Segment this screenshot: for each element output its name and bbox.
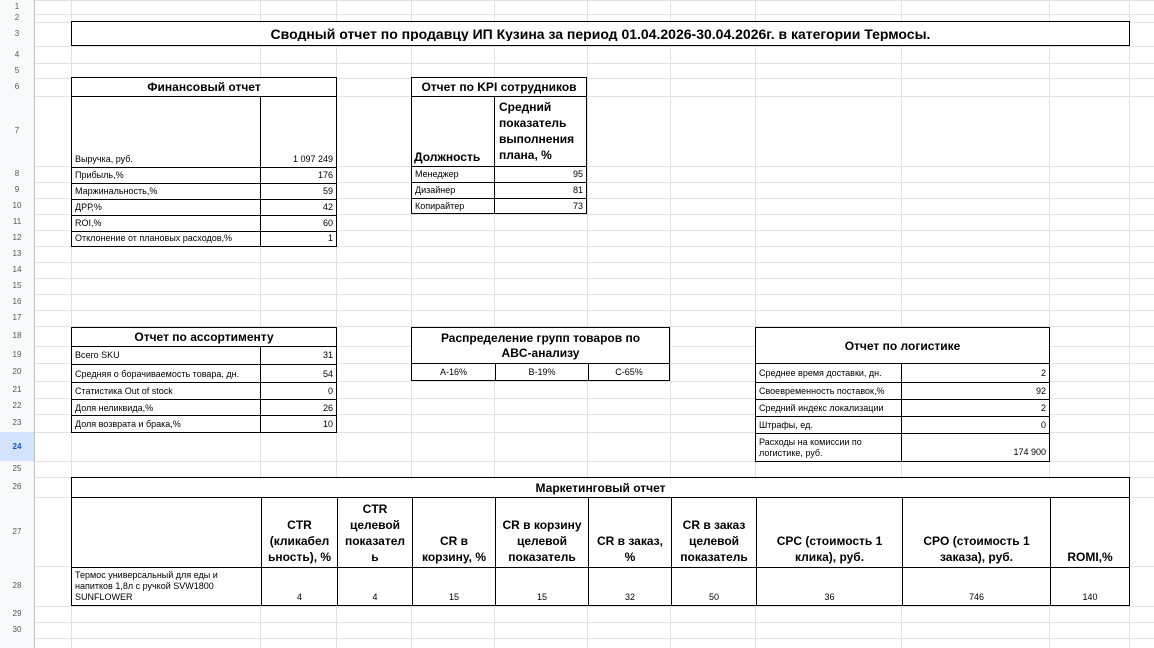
logistics-report-table	[755, 327, 1050, 462]
assortment-header[interactable]: Отчет по ассортименту	[72, 328, 336, 347]
financial-row-label[interactable]: Маржинальность,%	[72, 183, 260, 199]
financial-row-value[interactable]: 1	[260, 231, 336, 246]
marketing-col-value[interactable]: 4	[337, 567, 412, 605]
assortment-row-value[interactable]: 54	[260, 364, 336, 382]
logistics-row-label[interactable]: Средний индекс локализации	[756, 399, 901, 416]
assortment-row-label[interactable]: Статистика Out of stock	[72, 382, 260, 399]
row-number-18[interactable]: 18	[12, 331, 22, 340]
marketing-col-header[interactable]: CTR целевой показател ь	[337, 498, 412, 567]
assortment-row-label[interactable]: Всего SKU	[75, 350, 120, 360]
assortment-row-label[interactable]: Доля неликвида,%	[72, 399, 260, 415]
financial-row-value[interactable]: 42	[260, 199, 336, 215]
logistics-row-label[interactable]: Своевременность поставок,%	[756, 382, 901, 399]
row-number-29[interactable]: 29	[12, 609, 22, 618]
report-title[interactable]: Сводный отчет по продавцу ИП Кузина за период 01.04.2026-30.04.2026г. в категории Термосы.	[270, 27, 931, 41]
row-number-4[interactable]: 4	[14, 50, 20, 59]
marketing-col-value[interactable]: 32	[588, 567, 671, 605]
logistics-row-label[interactable]: Штрафы, ед.	[756, 416, 901, 433]
kpi-col-average[interactable]: Средний показатель выполнения плана, %	[494, 97, 586, 166]
financial-row-label[interactable]: Отклонение от плановых расходов,%	[72, 231, 260, 246]
assortment-row-value[interactable]: 0	[260, 382, 336, 399]
abc-header[interactable]: Распределение групп товаров по ABC-анализу	[412, 328, 669, 364]
row-number-21[interactable]: 21	[12, 385, 22, 394]
assortment-row-value[interactable]: 10	[260, 415, 336, 432]
marketing-col-value[interactable]: 140	[1050, 567, 1129, 605]
row-number-26[interactable]: 26	[12, 482, 22, 491]
row-number-16[interactable]: 16	[12, 297, 22, 306]
assortment-row-value[interactable]: 31	[260, 347, 336, 364]
marketing-col-header[interactable]: CR в заказ целевой показатель	[671, 498, 756, 567]
financial-row-label[interactable]: Прибыль,%	[72, 167, 260, 183]
kpi-row-value[interactable]: 95	[494, 166, 586, 182]
marketing-col-header[interactable]: CPO (стоимость 1 заказа), руб.	[902, 498, 1050, 567]
logistics-row-value[interactable]: 92	[901, 382, 1049, 399]
row-number-12[interactable]: 12	[12, 233, 22, 242]
assortment-row-value[interactable]: 26	[260, 399, 336, 415]
row-number-19[interactable]: 19	[12, 350, 22, 359]
financial-row-value[interactable]: 1 097 249	[260, 97, 336, 167]
marketing-col-header[interactable]: CR в корзину, %	[412, 498, 495, 567]
row-number-1[interactable]: 1	[14, 2, 20, 11]
row-number-23[interactable]: 23	[12, 418, 22, 427]
kpi-report-table	[411, 77, 587, 214]
logistics-row-value[interactable]: 2	[901, 399, 1049, 416]
row-number-22[interactable]: 22	[12, 401, 22, 410]
row-number-8[interactable]: 8	[14, 169, 20, 178]
marketing-col-header[interactable]: CTR (кликабел ьность), %	[261, 498, 337, 567]
row-number-10[interactable]: 10	[12, 201, 22, 210]
row-number-20[interactable]: 20	[12, 367, 22, 376]
kpi-row-label[interactable]: Дизайнер	[412, 182, 494, 198]
logistics-row-label[interactable]: Среднее время доставки, дн.	[759, 368, 882, 378]
row-number-11[interactable]: 11	[12, 217, 22, 226]
marketing-col-value[interactable]: 15	[495, 567, 588, 605]
row-number-28[interactable]: 28	[12, 581, 22, 590]
kpi-row-label[interactable]: Менеджер	[412, 166, 494, 182]
marketing-header-blank[interactable]	[72, 498, 261, 567]
marketing-product-name[interactable]: Термос универсальный для еды и напитков 1,8л с ручкой SVW1800 SUNFLOWER	[72, 567, 261, 605]
financial-row-label[interactable]: ROI,%	[72, 215, 260, 231]
row-number-30[interactable]: 30	[12, 625, 22, 634]
logistics-header[interactable]: Отчет по логистике	[756, 328, 1049, 364]
row-number-2[interactable]: 2	[14, 13, 20, 22]
row-number-25[interactable]: 25	[12, 464, 22, 473]
report-title-box	[71, 21, 1130, 46]
kpi-row-value[interactable]: 81	[494, 182, 586, 198]
row-number-7[interactable]: 7	[14, 126, 20, 135]
row-header-column[interactable]	[0, 0, 35, 648]
marketing-col-value[interactable]: 4	[261, 567, 337, 605]
marketing-col-header[interactable]: CPC (стоимость 1 клика), руб.	[756, 498, 902, 567]
row-number-13[interactable]: 13	[12, 249, 22, 258]
financial-row-value[interactable]: 176	[260, 167, 336, 183]
abc-group-cell[interactable]: C-65%	[588, 364, 669, 380]
abc-analysis-table	[411, 327, 670, 381]
marketing-report-table	[71, 477, 1130, 606]
logistics-commission-label[interactable]: Расходы на комиссии по логистике, руб.	[756, 433, 901, 461]
financial-row-value[interactable]: 60	[260, 215, 336, 231]
row-number-24[interactable]: 24	[0, 432, 34, 461]
kpi-col-position[interactable]: Должность	[414, 150, 481, 164]
row-number-6[interactable]: 6	[14, 82, 20, 91]
logistics-commission-value[interactable]: 174 900	[901, 433, 1049, 461]
assortment-row-label[interactable]: Средняя о борачиваемость товара, дн.	[72, 364, 260, 382]
logistics-row-value[interactable]: 2	[901, 364, 1049, 382]
row-number-3[interactable]: 3	[14, 29, 20, 38]
financial-report-table	[71, 77, 337, 247]
assortment-row-label[interactable]: Доля возврата и брака,%	[72, 415, 260, 432]
abc-group-cell[interactable]: A-16%	[439, 367, 467, 377]
marketing-col-header[interactable]: ROMI,%	[1050, 498, 1129, 567]
kpi-row-value[interactable]: 73	[494, 198, 586, 214]
marketing-col-value[interactable]: 15	[412, 567, 495, 605]
marketing-col-value[interactable]: 36	[756, 567, 902, 605]
marketing-header[interactable]: Маркетинговый отчет	[72, 478, 1129, 498]
financial-row-value[interactable]: 59	[260, 183, 336, 199]
kpi-header[interactable]: Отчет по KPI сотрудников	[412, 78, 586, 97]
financial-row-label[interactable]: Выручка, руб.	[75, 154, 133, 164]
marketing-col-header[interactable]: CR в заказ, %	[588, 498, 671, 567]
financial-row-label[interactable]: ДРР,%	[72, 199, 260, 215]
marketing-col-value[interactable]: 50	[671, 567, 756, 605]
row-number-9[interactable]: 9	[14, 185, 20, 194]
kpi-row-label[interactable]: Копирайтер	[412, 198, 494, 214]
logistics-row-value[interactable]: 0	[901, 416, 1049, 433]
financial-header[interactable]: Финансовый отчет	[72, 78, 336, 97]
marketing-col-value[interactable]: 746	[902, 567, 1050, 605]
marketing-col-header[interactable]: CR в корзину целевой показатель	[495, 498, 588, 567]
row-number-15[interactable]: 15	[12, 281, 22, 290]
row-number-17[interactable]: 17	[12, 313, 22, 322]
row-number-27[interactable]: 27	[12, 527, 22, 536]
abc-group-cell[interactable]: B-19%	[495, 364, 588, 380]
row-number-14[interactable]: 14	[12, 265, 22, 274]
assortment-report-table	[71, 327, 337, 433]
row-number-5[interactable]: 5	[14, 66, 20, 75]
